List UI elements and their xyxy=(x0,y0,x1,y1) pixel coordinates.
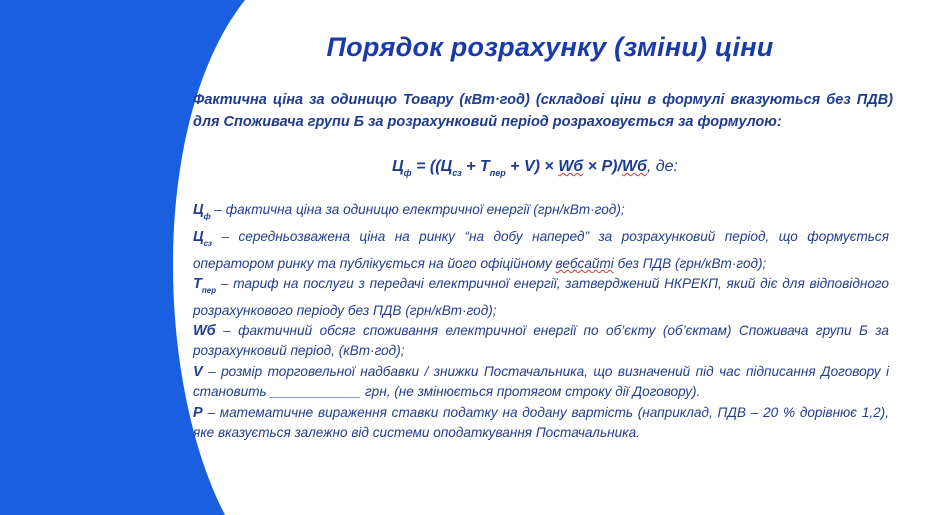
intro-paragraph: Фактична ціна за одиницю Товару (кВт·год) (складові ціни в формулі вказуються без ПДВ) для Споживача групи Б за розрахунковий період розраховується за формулою: xyxy=(193,92,893,130)
formula-part: + Т xyxy=(461,158,490,175)
definitions-list xyxy=(193,200,889,443)
formula-part: Wб xyxy=(558,158,584,175)
formula-part: + V) × xyxy=(505,158,559,175)
definition-symbol: Ц xyxy=(193,229,204,246)
definition-subscript: пер xyxy=(201,286,217,296)
definition-symbol: V xyxy=(193,363,203,380)
definition-symbol: Т xyxy=(193,276,202,293)
definition-text: – середньозважена ціна на ринку “на добу наперед” за розрахунковий період, що формується оператором ринку та публікується на його офіційному xyxy=(193,229,889,271)
definition-item xyxy=(193,321,889,361)
definition-symbol: Ц xyxy=(193,202,204,218)
definition-item xyxy=(193,274,889,320)
definition-item xyxy=(193,200,889,226)
page-title: Порядок розрахунку (зміни) ціни xyxy=(326,32,774,62)
formula-part: × Р)/ xyxy=(583,158,622,175)
definition-text: – фактична ціна за одиницю електричної енергії (грн/кВт·год); xyxy=(210,202,625,217)
formula-part: = ((Ц xyxy=(411,158,453,175)
definition-subscript: сз xyxy=(203,239,213,249)
definition-subscript: ф xyxy=(203,212,211,221)
definition-text: – фактичний обсяг споживання електричної енергії по об’єкту (об’єктам) Споживача групи Б за розрахунковий період, (кВт·год); xyxy=(193,323,889,359)
definition-text: – математичне вираження ставки податку на додану вартість (наприклад, ПДВ – 20 % дорівнює 1,2), яке вказується залежно від системи оподаткування Постачальника. xyxy=(193,404,889,441)
formula-part: Wб xyxy=(621,158,647,175)
definition-symbol: Р xyxy=(193,404,203,421)
formula-subscript: пер xyxy=(489,168,506,178)
formula-subscript: ф xyxy=(403,168,412,178)
formula-part: , де: xyxy=(646,158,678,175)
definition-text: без ПДВ (грн/кВт·год); xyxy=(613,255,767,271)
definition-text: вебсайті xyxy=(555,255,614,271)
definition-item xyxy=(193,403,889,443)
formula-subscript: сз xyxy=(452,168,462,178)
definition-item xyxy=(193,227,889,273)
definition-symbol: Wб xyxy=(193,323,216,340)
definition-item xyxy=(193,362,889,402)
definition-text: – розмір торговельної надбавки / знижки Постачальника, що визначений під час підписання Договору і становить ____________ грн, (не змінюється протягом строку дії Договору). xyxy=(193,363,889,400)
definition-text: – тариф на послуги з передачі електричної енергії, затверджений НКРЕКП, який діє для відповідного розрахункового періоду без ПДВ (грн/кВт·год); xyxy=(193,276,889,318)
formula-part: Ц xyxy=(392,158,404,175)
price-formula xyxy=(392,158,678,178)
